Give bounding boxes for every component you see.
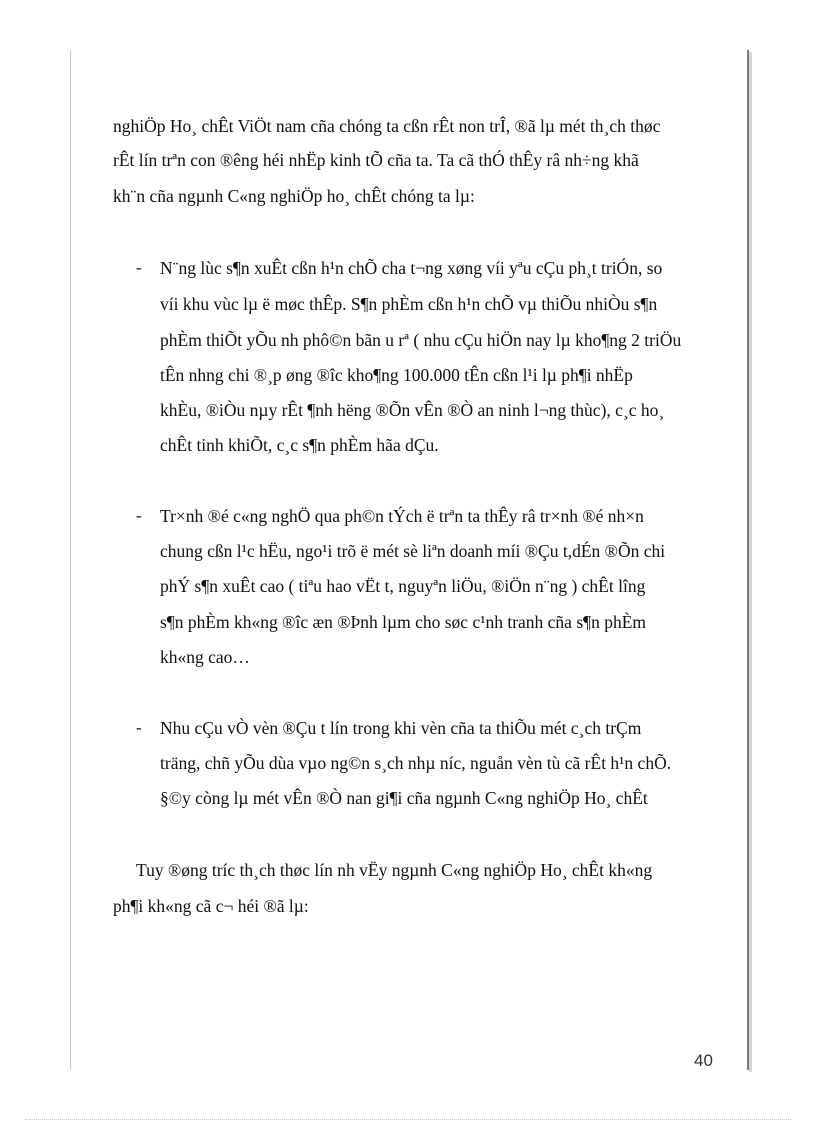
page-frame-right-shadow <box>749 52 752 1072</box>
intro-line: rÊt lín trªn con ®êng héi nhËp kinh tÕ cña ta. Ta cã thÓ thÊy râ nh÷ng khã <box>113 150 639 170</box>
bullet-line: phÈm thiÕt yÕu nh phô©n bãn u rª ( nhu cÇu hiÖn nay lµ kho¶ng 2 triÖu <box>160 330 682 350</box>
bullet-line: víi khu vùc lµ ë møc thÊp. S¶n phÈm cßn h¹n chÕ vµ thiÕu nhiÒu s¶n <box>160 294 658 314</box>
bullet-line: khÈu, ®iÒu nµy rÊt ¶nh hëng ®Õn vÊn ®Ò an ninh l¬ng thùc), c¸c ho¸ <box>160 400 665 420</box>
closing-line: ph¶i kh«ng cã c¬ héi ®ã lµ: <box>113 896 309 916</box>
bullet-line: tÊn nhng chi ®¸p øng ®îc kho¶ng 100.000 tÊn cßn l¹i lµ ph¶i nhËp <box>160 365 633 385</box>
bullet-line: N¨ng lùc s¶n xuÊt cßn h¹n chÕ cha t¬ng xøng víi yªu cÇu ph¸t triÓn, so <box>160 258 663 278</box>
bullet-line: Tr×nh ®é c«ng nghÖ qua ph©n tÝch ë trªn ta thÊy râ tr×nh ®é nh×n <box>160 506 644 526</box>
bullet-marker: - <box>136 258 142 277</box>
bullet-line: träng, chñ yÕu dùa vµo ng©n s¸ch nhµ níc, nguån vèn tù cã rÊt h¹n chÕ. <box>160 753 672 773</box>
bullet-marker: - <box>136 718 142 737</box>
closing-line: Tuy ®øng tríc th¸ch thøc lín nh vËy ngµnh C«ng nghiÖp Ho¸ chÊt kh«ng <box>136 860 653 880</box>
bullet-line: Nhu cÇu vÒ vèn ®Çu t lín trong khi vèn cña ta thiÕu mét c¸ch trÇm <box>160 718 642 738</box>
bullet-line: chÊt tinh khiÕt, c¸c s¶n phÈm hãa dÇu. <box>160 435 439 455</box>
bullet-marker: - <box>136 506 142 525</box>
page-frame-left <box>70 50 71 1070</box>
bullet-line: s¶n phÈm kh«ng ®îc æn ®Þnh lµm cho søc c¹nh tranh cña s¶n phÈm <box>160 612 646 632</box>
bullet-line: chung cßn l¹c hËu, ngo¹i trõ ë mét sè liªn doanh míi ®Çu t,dÉn ®Õn chi <box>160 541 666 561</box>
bullet-line: kh«ng cao… <box>160 647 250 667</box>
intro-line: kh¨n cña ngµnh C«ng nghiÖp ho¸ chÊt chóng ta lµ: <box>113 186 475 206</box>
page-number: 40 <box>694 1051 713 1070</box>
bullet-line: phÝ s¶n xuÊt cao ( tiªu hao vËt t, nguyªn liÖu, ®iÖn n¨ng ) chÊt lîng <box>160 576 646 596</box>
bullet-line: §©y còng lµ mét vÊn ®Ò nan gi¶i cña ngµnh C«ng nghiÖp Ho¸ chÊt <box>160 788 648 808</box>
intro-line: nghiÖp Ho¸ chÊt ViÖt nam cña chóng ta cßn rÊt non trÎ, ®ã lµ mét th¸ch thøc <box>113 116 661 136</box>
bottom-dotted-rule <box>25 1119 791 1120</box>
